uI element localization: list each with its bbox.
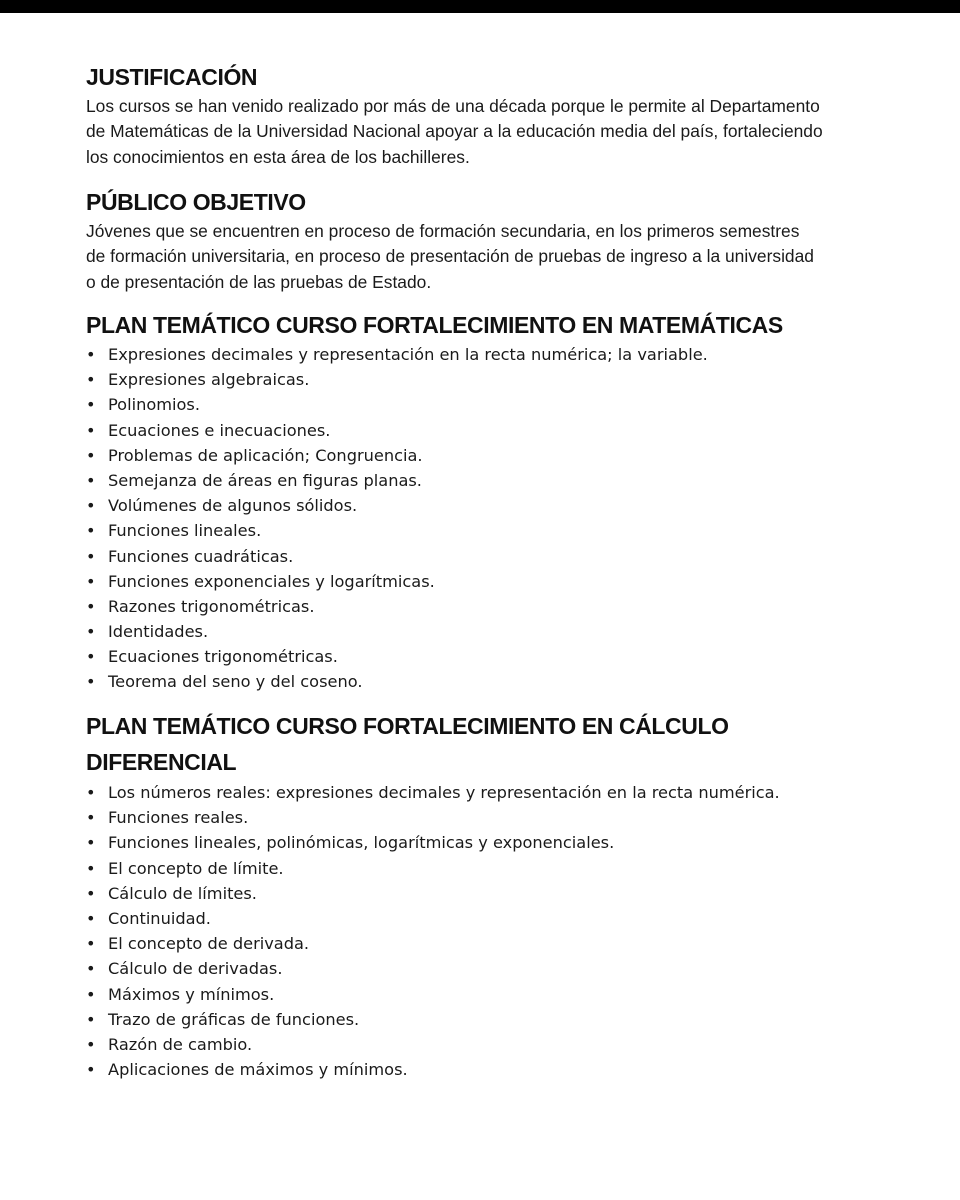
list-item bbox=[86, 544, 886, 569]
bullet-icon: • bbox=[86, 783, 96, 802]
list-item-text: Los números reales: expresiones decimales y representación en la recta numérica. bbox=[108, 783, 780, 802]
bullet-icon: • bbox=[86, 596, 96, 616]
list-item-text: Teorema del seno y del coseno. bbox=[108, 672, 363, 692]
bullet-icon: • bbox=[86, 445, 96, 465]
list-item bbox=[86, 1057, 886, 1082]
justificacion-line: de Matemáticas de la Universidad Nacional apoyar a la educación media del país, fortaleciendo bbox=[86, 121, 823, 142]
bullet-icon: • bbox=[86, 883, 96, 903]
justificacion-paragraph bbox=[86, 94, 886, 170]
list-item bbox=[86, 367, 886, 392]
bullet-icon: • bbox=[86, 1009, 96, 1029]
list-item-text: Funciones exponenciales y logarítmicas. bbox=[108, 571, 435, 591]
top-black-bar bbox=[0, 0, 960, 13]
section-plan-calculo bbox=[86, 708, 886, 1082]
list-item-text: Trazo de gráficas de funciones. bbox=[108, 1009, 360, 1029]
plan-calculo-list bbox=[86, 780, 886, 1082]
bullet-icon: • bbox=[86, 1034, 96, 1054]
bullet-icon: • bbox=[86, 959, 96, 979]
list-item bbox=[86, 468, 886, 493]
list-item bbox=[86, 569, 886, 594]
list-item-text: El concepto de límite. bbox=[108, 858, 284, 878]
list-item-text: Razón de cambio. bbox=[108, 1034, 253, 1054]
list-item-text: Funciones lineales, polinómicas, logarítmicas y exponenciales. bbox=[108, 833, 615, 853]
list-item-text: Identidades. bbox=[108, 622, 209, 642]
list-item-text: Expresiones decimales y representación en la recta numérica; la variable. bbox=[108, 345, 708, 364]
plan-matematicas-heading: PLAN TEMÁTICO CURSO FORTALECIMIENTO EN MATEMÁTICAS bbox=[86, 312, 783, 338]
list-item-text: Ecuaciones trigonométricas. bbox=[108, 647, 338, 667]
bullet-icon: • bbox=[86, 420, 96, 440]
plan-matematicas-list bbox=[86, 342, 886, 695]
list-item-text: Cálculo de derivadas. bbox=[108, 959, 283, 979]
list-item bbox=[86, 805, 886, 830]
list-item bbox=[86, 780, 886, 805]
list-item-text: Semejanza de áreas en figuras planas. bbox=[108, 470, 422, 490]
bullet-icon: • bbox=[86, 647, 96, 667]
list-item bbox=[86, 1032, 886, 1057]
list-item bbox=[86, 830, 886, 855]
list-item-text: Razones trigonométricas. bbox=[108, 596, 315, 616]
list-item-text: Funciones lineales. bbox=[108, 521, 262, 541]
publico-objetivo-line: Jóvenes que se encuentren en proceso de formación secundaria, en los primeros semestres bbox=[86, 221, 800, 241]
publico-objetivo-line: de formación universitaria, en proceso de presentación de pruebas de ingreso a la universidad bbox=[86, 246, 814, 267]
justificacion-line: los conocimientos en esta área de los bachilleres. bbox=[86, 146, 470, 167]
list-item-text: Cálculo de límites. bbox=[108, 883, 257, 903]
bullet-icon: • bbox=[86, 395, 96, 415]
bullet-icon: • bbox=[86, 1060, 96, 1080]
plan-calculo-heading-line: DIFERENCIAL bbox=[86, 749, 237, 775]
bullet-icon: • bbox=[86, 984, 96, 1004]
list-item-text: Volúmenes de algunos sólidos. bbox=[108, 496, 358, 516]
list-item-text: Polinomios. bbox=[108, 395, 200, 415]
list-item bbox=[86, 342, 886, 367]
bullet-icon: • bbox=[86, 808, 96, 828]
bullet-icon: • bbox=[86, 833, 96, 853]
list-item bbox=[86, 619, 886, 644]
bullet-icon: • bbox=[86, 546, 96, 566]
section-justificacion bbox=[86, 60, 886, 170]
list-item bbox=[86, 493, 886, 518]
list-item bbox=[86, 856, 886, 881]
list-item-text: Expresiones algebraicas. bbox=[108, 370, 310, 390]
bullet-icon: • bbox=[86, 934, 96, 954]
bullet-icon: • bbox=[86, 370, 96, 390]
list-item bbox=[86, 644, 886, 669]
list-item-text: Continuidad. bbox=[108, 908, 211, 928]
list-item-text: Aplicaciones de máximos y mínimos. bbox=[108, 1060, 408, 1080]
list-item bbox=[86, 392, 886, 417]
list-item bbox=[86, 982, 886, 1007]
section-publico-objetivo bbox=[86, 185, 886, 295]
list-item-text: Funciones reales. bbox=[108, 808, 249, 828]
bullet-icon: • bbox=[86, 345, 96, 364]
section-plan-matematicas bbox=[86, 308, 886, 695]
list-item bbox=[86, 956, 886, 981]
bullet-icon: • bbox=[86, 622, 96, 642]
list-item-text: Funciones cuadráticas. bbox=[108, 546, 294, 566]
list-item bbox=[86, 594, 886, 619]
list-item bbox=[86, 931, 886, 956]
justificacion-line: Los cursos se han venido realizado por más de una década porque le permite al Departamento bbox=[86, 96, 820, 116]
list-item-text: Máximos y mínimos. bbox=[108, 984, 275, 1004]
list-item bbox=[86, 1007, 886, 1032]
bullet-icon: • bbox=[86, 470, 96, 490]
publico-objetivo-paragraph bbox=[86, 219, 886, 295]
list-item-text: Problemas de aplicación; Congruencia. bbox=[108, 445, 423, 465]
list-item-text: El concepto de derivada. bbox=[108, 934, 310, 954]
plan-calculo-heading-line: PLAN TEMÁTICO CURSO FORTALECIMIENTO EN CÁLCULO bbox=[86, 713, 729, 739]
list-item bbox=[86, 518, 886, 543]
bullet-icon: • bbox=[86, 521, 96, 541]
list-item bbox=[86, 443, 886, 468]
publico-objetivo-heading: PÚBLICO OBJETIVO bbox=[86, 189, 306, 215]
justificacion-heading: JUSTIFICACIÓN bbox=[86, 64, 258, 90]
bullet-icon: • bbox=[86, 496, 96, 516]
list-item bbox=[86, 418, 886, 443]
list-item bbox=[86, 906, 886, 931]
list-item bbox=[86, 669, 886, 694]
publico-objetivo-line: o de presentación de las pruebas de Estado. bbox=[86, 271, 432, 292]
list-item bbox=[86, 881, 886, 906]
bullet-icon: • bbox=[86, 858, 96, 878]
bullet-icon: • bbox=[86, 672, 96, 692]
bullet-icon: • bbox=[86, 571, 96, 591]
list-item-text: Ecuaciones e inecuaciones. bbox=[108, 420, 331, 440]
bullet-icon: • bbox=[86, 908, 96, 928]
plan-calculo-heading bbox=[86, 708, 886, 780]
